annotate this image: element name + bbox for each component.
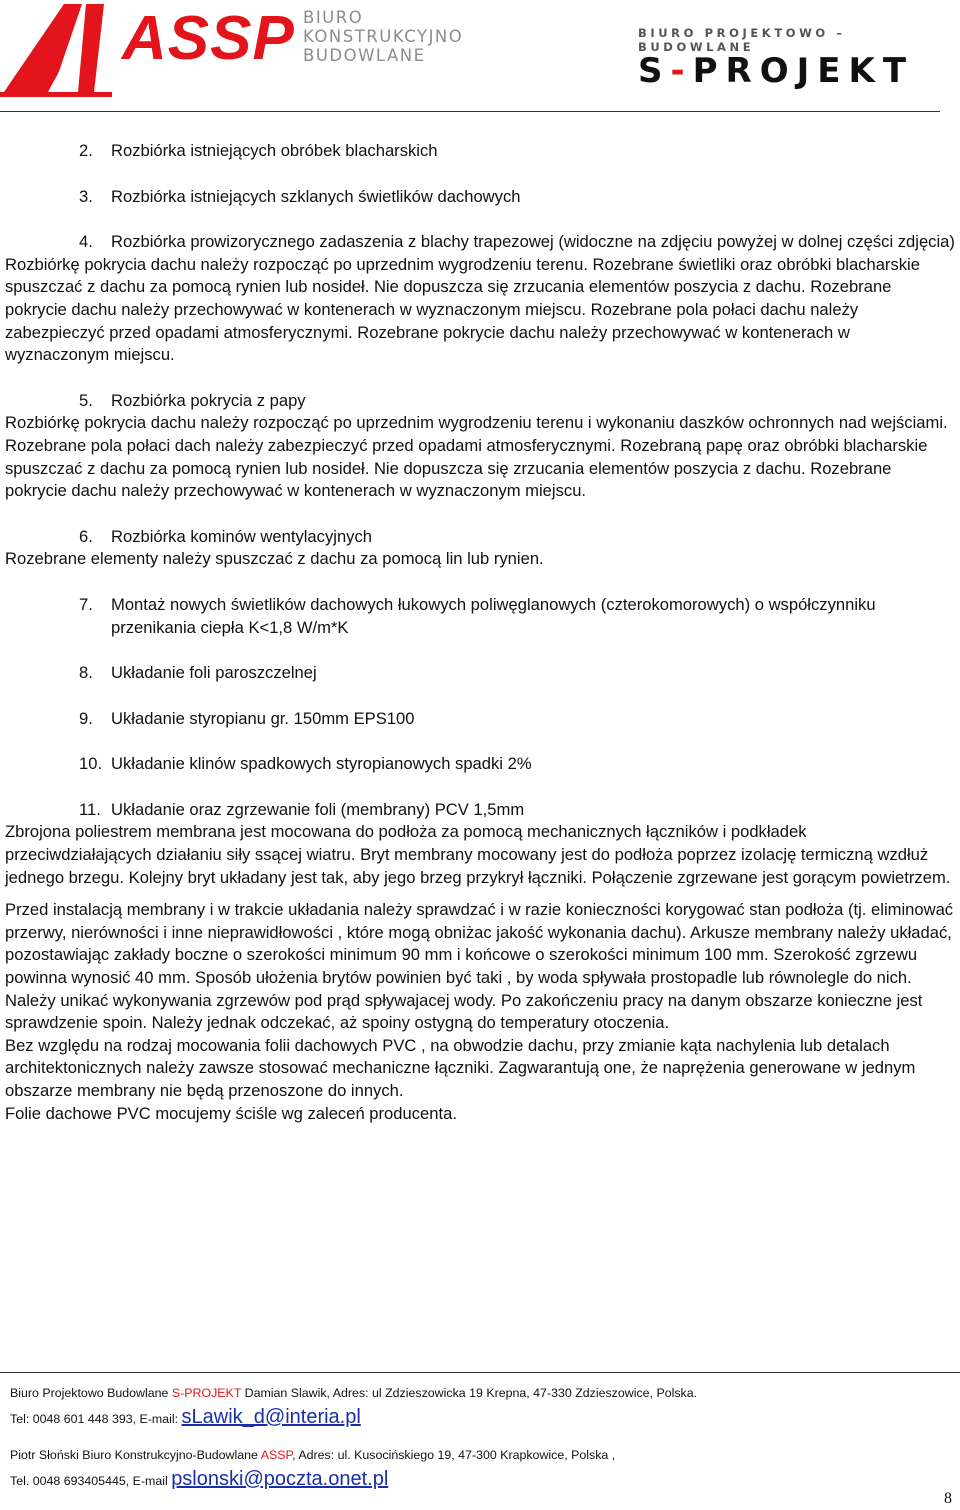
list-text: Rozbiórka pokrycia z papy — [111, 390, 306, 410]
list-item — [5, 390, 955, 413]
footer-text: Biuro Projektowo Budowlane — [10, 1386, 172, 1400]
paragraph: Folie dachowe PVC mocujemy ściśle wg zaleceń producenta. — [5, 1103, 457, 1123]
s-projekt-s: S — [638, 51, 671, 91]
list-item — [5, 231, 955, 254]
list-number: 9. — [79, 708, 93, 728]
footer-line — [10, 1468, 388, 1491]
s-projekt-wordmark — [638, 51, 960, 91]
list-number: 10. — [79, 754, 103, 774]
list-number: 4. — [79, 232, 93, 252]
paragraph: Zbrojona poliestrem membrana jest mocowana do podłoża za pomocą mechanicznych łączników i podkładek przeciwdziałających działaniu siły ssącej wiatru. Bryt membrany mocowany jest do podłoża poprzez izolację termiczną wzdłuż jednego brzegu. Kolejny bryt układany jest tak, aby jego brzeg przykrył łączniki. Połączenie zgrzewane jest gorącym powietrzem. — [5, 822, 951, 887]
list-text: Rozbiórka istniejących obróbek blacharskich — [111, 141, 438, 160]
assp-subtitle-line: KONSTRUKCYJNO — [303, 27, 464, 46]
footer-text: Piotr Słoński Biuro Konstrukcyjno-Budowlane — [10, 1448, 261, 1462]
list-number: 8. — [79, 663, 93, 683]
footer-brand: ASSP — [260, 1448, 293, 1462]
footer-text: , Adres: ul. Kusocińskiego 19, 47-300 Krapkowice, Polska , — [292, 1448, 616, 1462]
email-link[interactable]: pslonski@poczta.onet.pl — [171, 1468, 389, 1490]
list-text: Rozbiórka prowizorycznego zadaszenia z blachy trapezowej (widoczne na zdjęciu powyżej w dolnej części zdjęcia) — [111, 232, 955, 252]
assp-subtitle — [303, 8, 463, 65]
list-item — [5, 186, 955, 209]
paragraph: Bez względu na rodzaj mocowania folii dachowych PVC , na obwodzie dachu, przy zmianie kąta nachylenia lub detalach architektonicznych należy zawsze stosować mechaniczne łączniki. Zagwarantują one, że naprężenia generowane w jednym obszarze membrany nie będą przenoszone do innych. — [5, 1035, 916, 1100]
document-body — [5, 140, 955, 1125]
s-projekt-dash: - — [670, 51, 693, 91]
footer-brand: S-PROJEKT — [171, 1386, 242, 1400]
paragraph: Rozbiórkę pokrycia dachu należy rozpocząć po uprzednim wygrodzeniu terenu i wykonaniu daszków ochronnych nad wejściami. Rozebrane pola połaci dach należy zabezpieczyć przed opadami atmosferycznymi. Rozebraną papę oraz obróbki blacharskie spuszczać z dachu za pomocą rynien lub nosideł. Nie dopuszcza się zrzucania elementów poszycia z dachu. Rozebrane pokrycie dachu należy przechowywać w kontenerach w wyznaczonym miejscu. — [5, 413, 948, 501]
footer-divider — [0, 1372, 960, 1373]
assp-logo — [0, 0, 130, 105]
paragraph: Rozbiórkę pokrycia dachu należy rozpocząć po uprzednim wygrodzeniu terenu. Rozebrane świetliki oraz obróbki blacharskie spuszczać z dachu za pomocą rynien lub nosideł. Nie dopuszcza się zrzucania elementów poszycia z dachu. Rozebrane pokrycie dachu należy przechowywać w kontenerach w wyznaczonym miejscu. Rozebrane pola połaci dachu należy zabezpieczyć przed opadami atmosferycznymi. Rozebrane pokrycie dachu należy przechowywać w kontenerach w wyznaczonym miejscu. — [5, 254, 920, 365]
footer-line — [10, 1386, 697, 1400]
list-number: 2. — [79, 141, 93, 160]
list-item — [5, 753, 955, 776]
list-number: 7. — [79, 594, 93, 614]
list-number: 5. — [79, 390, 93, 410]
list-number: 3. — [79, 186, 93, 206]
list-item — [5, 708, 955, 731]
s-projekt-name: PROJEKT — [692, 51, 915, 91]
header-divider — [0, 111, 940, 112]
list-text: Układanie klinów spadkowych styropianowych spadki 2% — [111, 754, 532, 774]
footer-text: Tel: 0048 601 448 393, E-mail: — [10, 1412, 182, 1426]
assp-logo-mark-icon — [0, 0, 130, 100]
list-text: Układanie foli paroszczelnej — [111, 663, 317, 683]
list-text: Rozbiórka istniejących szklanych świetlików dachowych — [111, 186, 521, 206]
assp-wordmark: ASSP — [122, 4, 295, 73]
list-item — [5, 526, 955, 549]
list-text: Rozbiórka kominów wentylacyjnych — [111, 526, 372, 546]
footer-line — [10, 1448, 615, 1462]
s-projekt-tagline: BIURO PROJEKTOWO – BUDOWLANE — [638, 26, 846, 54]
footer-text: Tel. 0048 693405445, E-mail — [10, 1474, 172, 1488]
list-text: Układanie styropianu gr. 150mm EPS100 — [111, 708, 415, 728]
paragraph: Rozebrane elementy należy spuszczać z dachu za pomocą lin lub rynien. — [5, 549, 544, 569]
footer-text: Damian Slawik, Adres: ul Zdzieszowicka 19 Krepna, 47-330 Zdzieszowice, Polska. — [241, 1386, 698, 1400]
s-projekt-logo — [638, 26, 960, 91]
list-item — [5, 662, 955, 685]
list-item — [5, 799, 955, 822]
list-number: 6. — [79, 526, 93, 546]
page-header — [0, 0, 960, 112]
assp-subtitle-line: BIURO — [303, 8, 364, 27]
list-item — [5, 140, 955, 163]
page-number: 8 — [944, 1490, 952, 1507]
assp-subtitle-line: BUDOWLANE — [303, 46, 426, 65]
list-text: Układanie oraz zgrzewanie foli (membrany) PCV 1,5mm — [111, 799, 525, 819]
list-number: 11. — [79, 799, 101, 819]
list-item — [5, 594, 955, 639]
footer-line — [10, 1406, 361, 1429]
email-link[interactable]: sLawik_d@interia.pl — [181, 1406, 361, 1428]
paragraph: Przed instalacją membrany i w trakcie układania należy sprawdzać i w razie konieczności korygować stan podłoża (tj. eliminować przerwy, nierówności i inne nieprawidłowości , które mogą obniżac jakość wykonania dachu). Arkusze membrany należy układać, pozostawiając zakłady boczne o szerokości minimum 90 mm i końcowe o szerokości minimum 100 mm. Szerokość zgrzewu powinna wynosić 40 mm. Sposób ułożenia brytów powinien być taki , by woda spływała prostopadle lub równolegle do nich. Należy unikać wykonywania zgrzewów pod prąd spływajacej wody. Po zakończeniu pracy na danym obszarze konieczne jest sprawdzenie spoin. Należy jednak odczekać, aż spoiny ostygną do temperatury otoczenia. — [5, 900, 954, 1033]
list-text: Montaż nowych świetlików dachowych łukowych poliwęglanowych (czterokomorowych) o współczynniku przenikania ciepła K<1,8 W/m*K — [111, 594, 876, 637]
